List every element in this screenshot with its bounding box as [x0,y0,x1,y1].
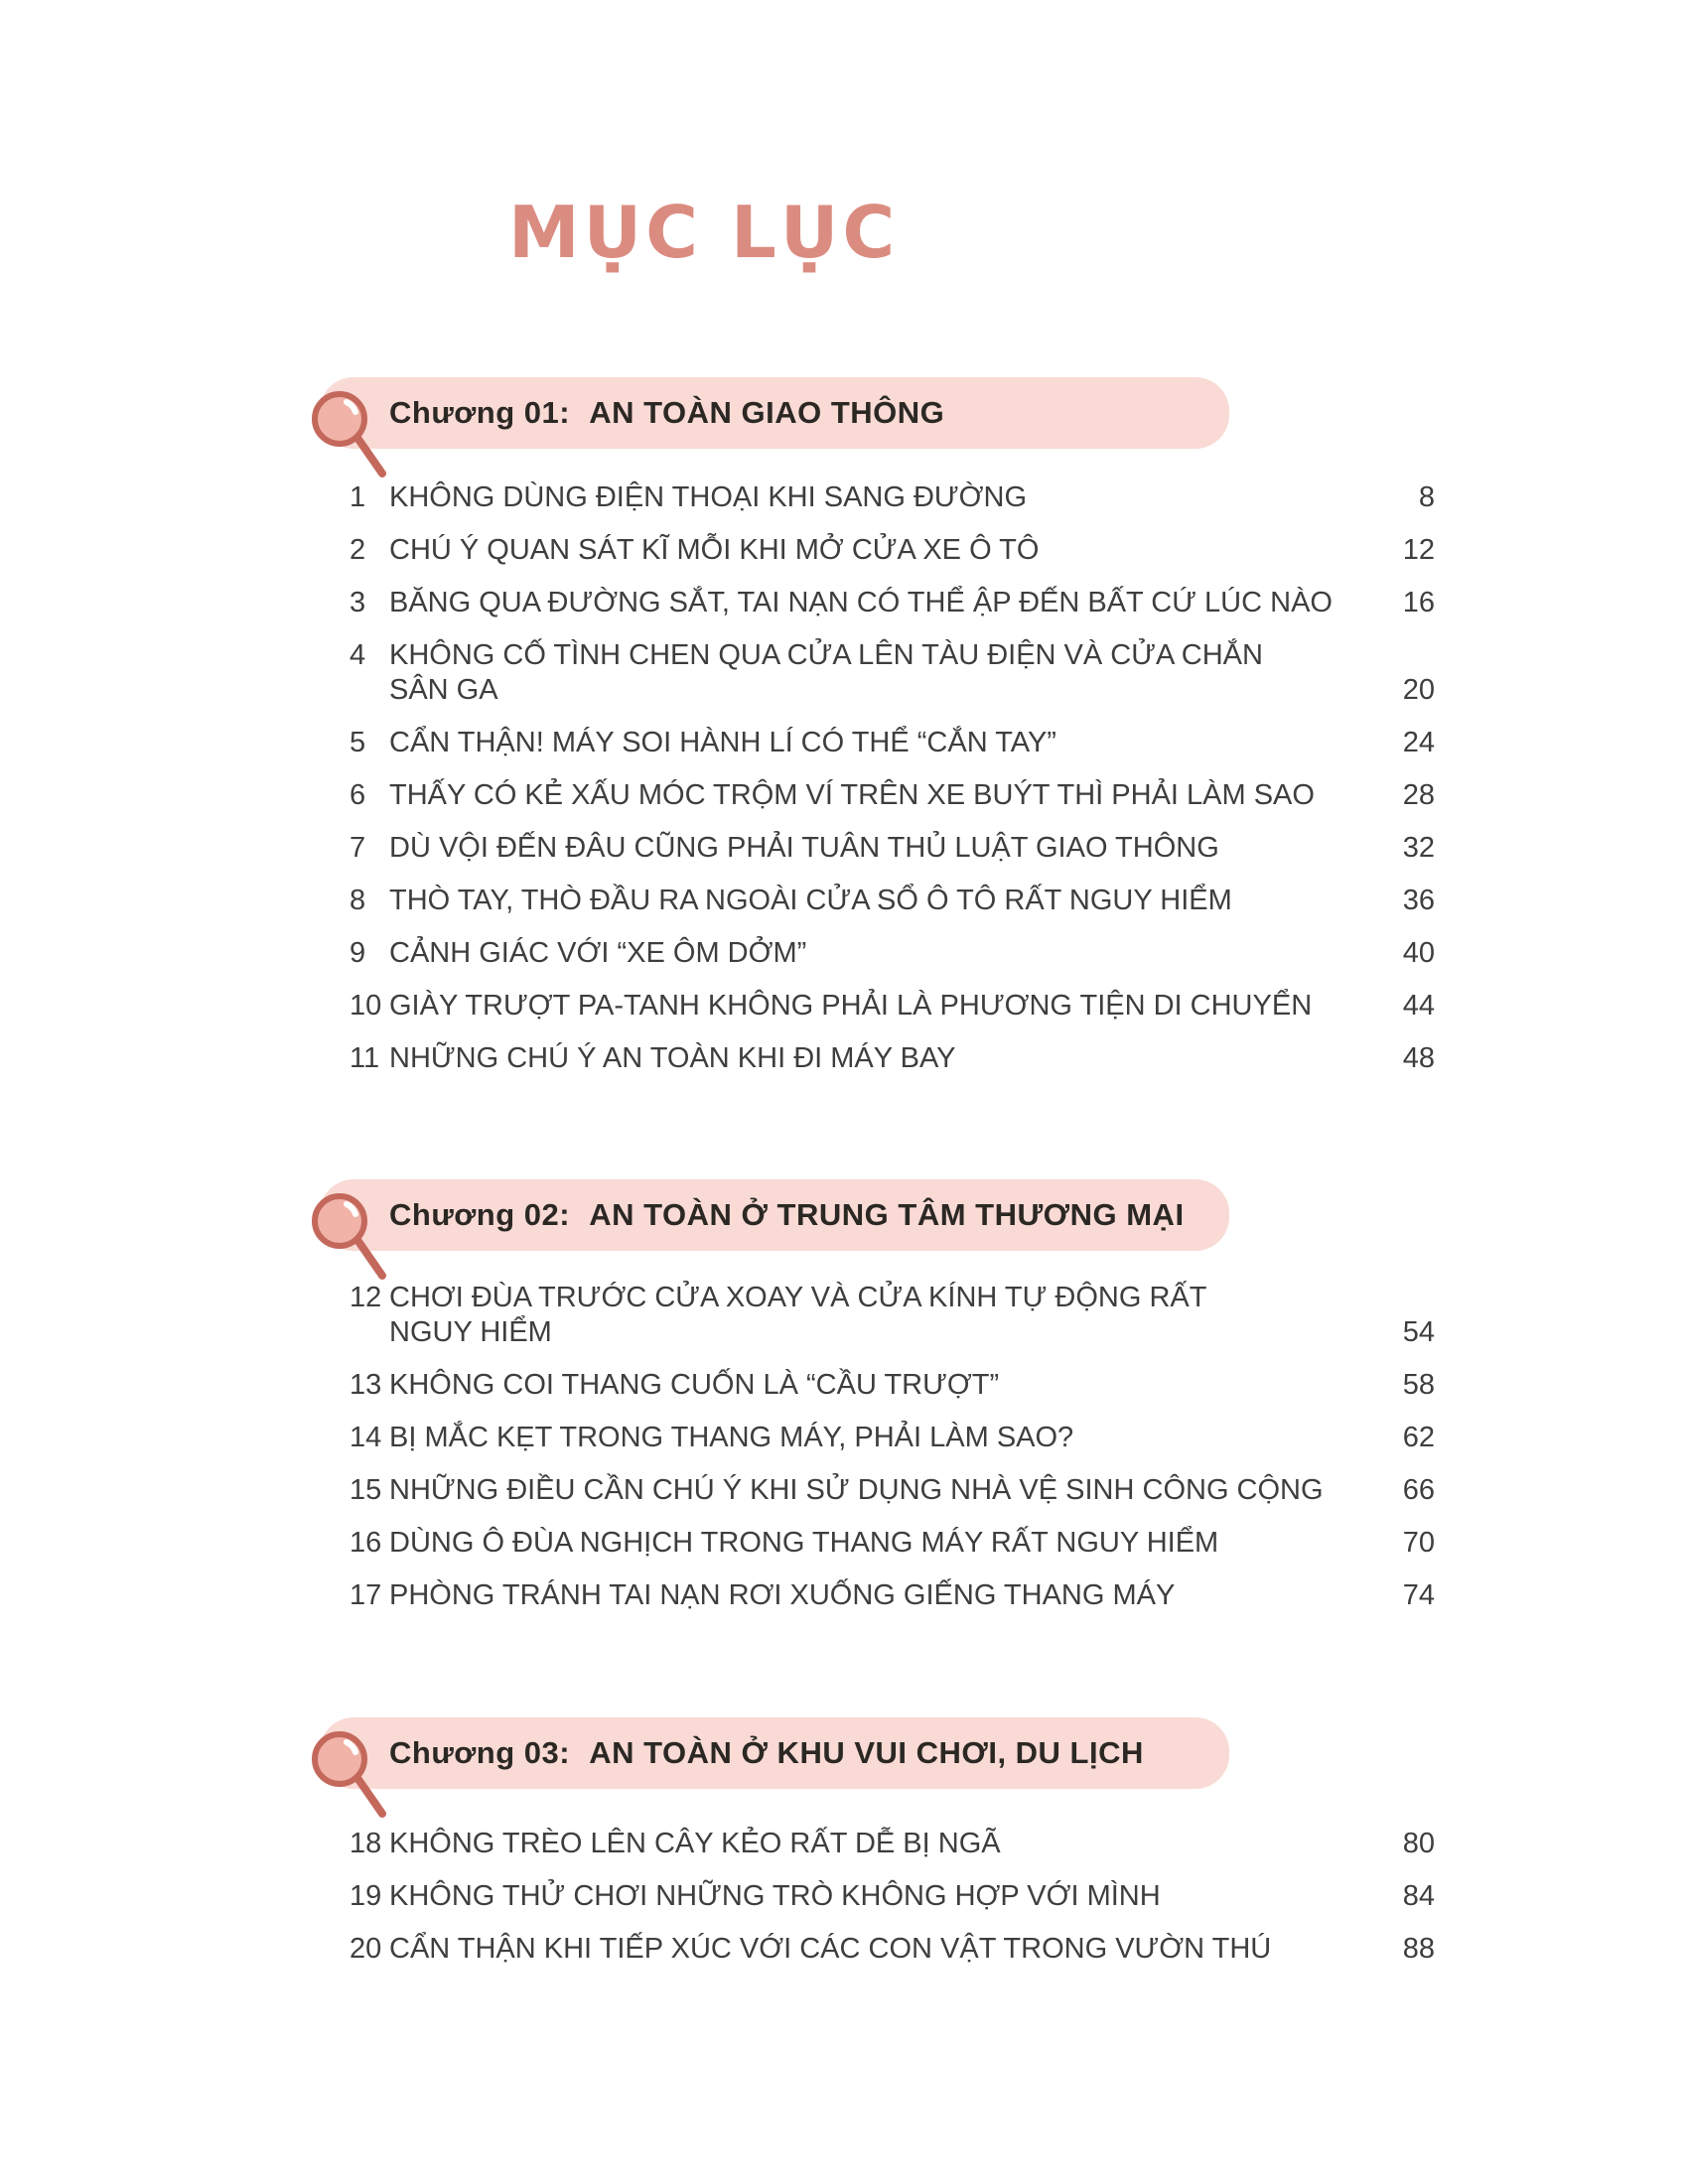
toc-entry [350,936,1435,971]
entry-title: THÒ TAY, THÒ ĐẦU RA NGOÀI CỬA SỔ Ô TÔ RẤT NGUY HIỂM [389,885,1232,916]
entry-page: 88 [1402,1933,1435,1965]
chapter-title: AN TOÀN Ở TRUNG TÂM THƯƠNG MẠI [589,1197,1185,1232]
entry-title: CẨN THẬN! MÁY SOI HÀNH LÍ CÓ THỂ “CẮN TAY” [389,727,1056,758]
toc-entry [350,1473,1435,1508]
entry-number: 19 [350,1880,382,1912]
entry-page: 58 [1402,1369,1435,1401]
entry-number: 15 [350,1474,382,1506]
entry-title: CẨN THẬN KHI TIẾP XÚC VỚI CÁC CON VẬT TRONG VƯỜN THÚ [389,1933,1272,1965]
entry-page: 74 [1402,1579,1435,1611]
chapter-label: Chương 03: [389,1735,571,1770]
toc-entry [350,884,1435,918]
entry-title: CHƠI ĐÙA TRƯỚC CỬA XOAY VÀ CỬA KÍNH TỰ ĐỘNG RẤT NGUY HIỂM [389,1282,1207,1348]
chapter-label: Chương 01: [389,395,571,430]
entry-page: 20 [1402,674,1435,706]
entry-number: 7 [350,832,366,864]
entry-title: PHÒNG TRÁNH TAI NẠN RƠI XUỐNG GIẾNG THANG MÁY [389,1579,1176,1611]
entry-title: NHỮNG ĐIỀU CẦN CHÚ Ý KHI SỬ DỤNG NHÀ VỆ SINH CÔNG CỘNG [389,1474,1324,1506]
magnifier-icon [310,379,399,493]
toc-entry [350,1827,1435,1861]
toc-entry [350,1421,1435,1455]
chapter-3-header [320,1717,1229,1789]
entry-number: 6 [350,779,366,811]
entry-page: 16 [1402,587,1435,618]
entry-page: 36 [1402,885,1435,916]
entry-title: CHÚ Ý QUAN SÁT KĨ MỖI KHI MỞ CỬA XE Ô TÔ [389,534,1040,566]
entry-title: KHÔNG DÙNG ĐIỆN THOẠI KHI SANG ĐƯỜNG [389,481,1028,513]
entry-number: 5 [350,727,366,758]
toc-entry [350,726,1435,760]
toc-entry [350,778,1435,813]
entry-page: 80 [1402,1828,1435,1859]
entry-page: 32 [1402,832,1435,864]
toc-entry [350,1526,1435,1561]
toc-entry [350,989,1435,1024]
entry-title: CẢNH GIÁC VỚI “XE ÔM DỞM” [389,937,807,969]
entry-number: 11 [350,1042,380,1074]
page-title: MỤC LỤC [508,191,900,274]
chapter-3-entries [350,1827,1435,1984]
magnifier-icon [310,1181,399,1296]
entry-page: 48 [1402,1042,1435,1074]
entry-title: THẤY CÓ KẺ XẤU MÓC TRỘM VÍ TRÊN XE BUÝT THÌ PHẢI LÀM SAO [389,779,1315,811]
chapter-1-header [320,377,1229,449]
toc-entry [350,533,1435,568]
entry-number: 1 [350,481,366,513]
entry-number: 9 [350,937,366,969]
entry-title: DÙNG Ô ĐÙA NGHỊCH TRONG THANG MÁY RẤT NGUY HIỂM [389,1527,1219,1559]
entry-title: NHỮNG CHÚ Ý AN TOÀN KHI ĐI MÁY BAY [389,1042,956,1074]
entry-number: 3 [350,587,366,618]
entry-page: 62 [1402,1422,1435,1453]
toc-entry [350,1041,1435,1076]
toc-entry [350,1932,1435,1967]
magnifier-icon [310,1719,399,1834]
chapter-1-entries [350,480,1435,1094]
entry-number: 2 [350,534,366,566]
entry-page: 40 [1402,937,1435,969]
entry-number: 13 [350,1369,382,1401]
entry-title: KHÔNG CỐ TÌNH CHEN QUA CỬA LÊN TÀU ĐIỆN VÀ CỬA CHẮN SÂN GA [389,639,1263,706]
toc-entry [350,586,1435,620]
entry-number: 10 [350,990,382,1022]
entry-title: KHÔNG COI THANG CUỐN LÀ “CẦU TRƯỢT” [389,1369,1000,1401]
toc-entry [350,1578,1435,1613]
entry-number: 18 [350,1828,382,1859]
entry-title: BĂNG QUA ĐƯỜNG SẮT, TAI NẠN CÓ THỂ ẬP ĐẾN BẤT CỨ LÚC NÀO [389,587,1333,618]
entry-page: 66 [1402,1474,1435,1506]
chapter-heading [389,1735,1144,1771]
entry-page: 84 [1402,1880,1435,1912]
entry-number: 4 [350,639,366,671]
chapter-heading [389,395,944,431]
entry-page: 70 [1402,1527,1435,1559]
chapter-title: AN TOÀN GIAO THÔNG [589,395,945,430]
entry-page: 54 [1402,1316,1435,1348]
chapter-title: AN TOÀN Ở KHU VUI CHƠI, DU LỊCH [589,1735,1144,1770]
entry-page: 24 [1402,727,1435,758]
entry-title: GIÀY TRƯỢT PA-TANH KHÔNG PHẢI LÀ PHƯƠNG TIỆN DI CHUYỂN [389,990,1313,1022]
entry-number: 14 [350,1422,382,1453]
toc-entry [350,1368,1435,1403]
entry-number: 20 [350,1933,382,1965]
entry-number: 17 [350,1579,382,1611]
toc-entry [350,638,1435,708]
chapter-2-header [320,1179,1229,1251]
entry-title: DÙ VỘI ĐẾN ĐÂU CŨNG PHẢI TUÂN THỦ LUẬT GIAO THÔNG [389,832,1219,864]
entry-page: 8 [1418,481,1435,513]
chapter-label: Chương 02: [389,1197,571,1232]
toc-entry [350,1281,1435,1350]
entry-title: KHÔNG TRÈO LÊN CÂY KẺO RẤT DỄ BỊ NGÃ [389,1828,1001,1859]
entry-title: KHÔNG THỬ CHƠI NHỮNG TRÒ KHÔNG HỢP VỚI MÌNH [389,1880,1161,1912]
entry-number: 16 [350,1527,382,1559]
toc-entry [350,831,1435,866]
entry-page: 28 [1402,779,1435,811]
toc-entry [350,1879,1435,1914]
entry-page: 12 [1402,534,1435,566]
entry-page: 44 [1402,990,1435,1022]
chapter-heading [389,1197,1185,1233]
chapter-2-entries [350,1281,1435,1631]
toc-entry [350,480,1435,515]
entry-number: 8 [350,885,366,916]
entry-title: BỊ MẮC KẸT TRONG THANG MÁY, PHẢI LÀM SAO? [389,1422,1074,1453]
entry-number: 12 [350,1282,382,1313]
